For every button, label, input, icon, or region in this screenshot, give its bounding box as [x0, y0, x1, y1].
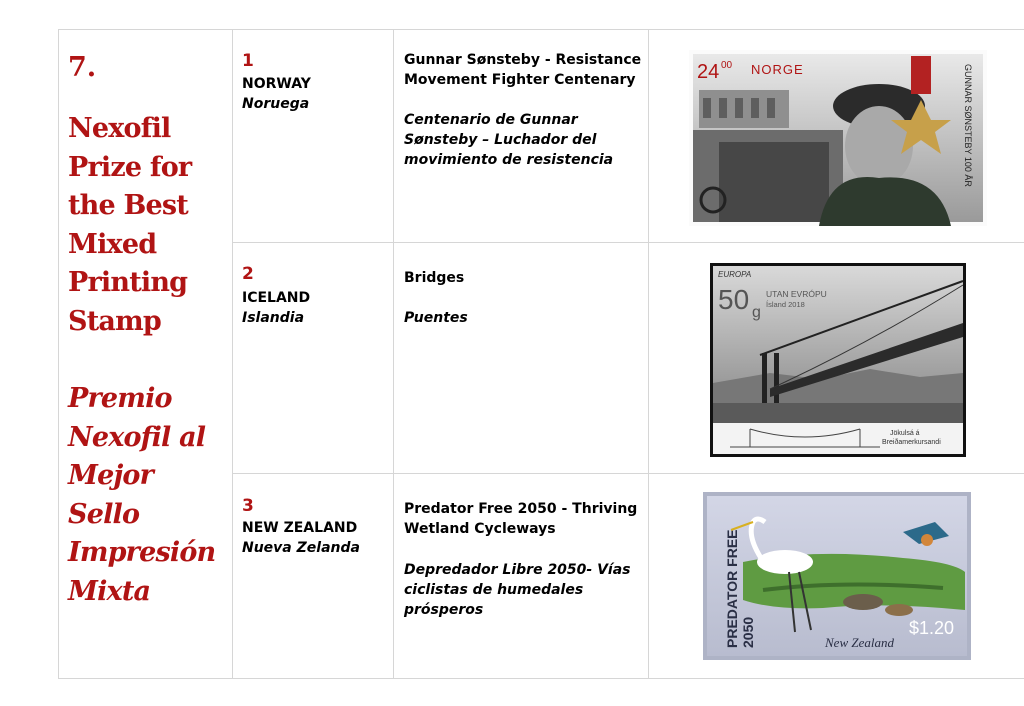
stamp-title-english: Predator Free 2050 - Thriving Wetland Cycleways	[404, 501, 638, 537]
country-name-spanish: Nueva Zelanda	[242, 540, 360, 556]
column-divider	[648, 29, 649, 679]
table-border-bottom	[58, 678, 1024, 679]
rank-number: 3	[242, 496, 254, 516]
column-divider	[393, 29, 394, 679]
stamp-title-spanish: Puentes	[404, 310, 468, 326]
row-divider	[232, 473, 1024, 474]
stamp-title-spanish: Depredador Libre 2050- Vías ciclistas de humedales prósperos	[404, 562, 631, 618]
category-number: 7.	[68, 52, 97, 83]
stamp-value: $1.20	[909, 618, 955, 638]
stamp-side-title: PREDATOR FREE	[724, 529, 740, 648]
stamp-brand: EUROPA	[718, 270, 752, 279]
stamp-text-line1: UTAN EVRÓPU	[766, 289, 827, 299]
stamp-image-iceland	[710, 263, 966, 457]
category-title-english: Nexofil Prize for the Best Mixed Printing Stamp	[68, 113, 192, 337]
stamp-title-english: Bridges	[404, 270, 465, 286]
stamp-country-label: New Zealand	[825, 635, 894, 650]
rank-number: 2	[242, 264, 254, 284]
table-border-top	[58, 29, 1024, 30]
country-name: NORWAY	[242, 76, 311, 92]
stamp-caption-line2: Breiðamerkursandi	[882, 439, 941, 446]
stamp-country-label: NORGE	[751, 62, 804, 77]
stamp-title-spanish: Centenario de Gunnar Sønsteby – Luchador del movimiento de resistencia	[404, 112, 614, 168]
country-name-spanish: Noruega	[242, 96, 310, 112]
table-border-left	[58, 29, 59, 679]
stamp-image-new-zealand	[703, 492, 971, 660]
rank-number: 1	[242, 51, 254, 71]
country-name: NEW ZEALAND	[242, 520, 358, 536]
stamp-value: 50	[718, 284, 750, 315]
stamp-image-norway	[689, 50, 987, 226]
category-title-spanish: Premio Nexofil al Mejor Sello Impresión Mixta	[68, 383, 216, 607]
stamp-side-text: GUNNAR SØNSTEBY 100 ÅR	[963, 64, 973, 187]
stamp-unit: g	[752, 304, 761, 321]
stamp-title-english: Gunnar Sønsteby - Resistance Movement Fighter Centenary	[404, 52, 642, 88]
stamp-value: 24	[697, 61, 720, 83]
stamp-caption-line1: Jökulsá á	[890, 430, 920, 437]
country-name-spanish: Islandia	[242, 310, 305, 326]
column-divider	[232, 29, 233, 679]
row-divider	[232, 242, 1024, 243]
stamp-value-cents: 00	[721, 60, 733, 71]
stamp-side-year: 2050	[740, 616, 756, 648]
stamp-text-line2: Ísland 2018	[766, 300, 805, 309]
country-name: ICELAND	[242, 290, 311, 306]
